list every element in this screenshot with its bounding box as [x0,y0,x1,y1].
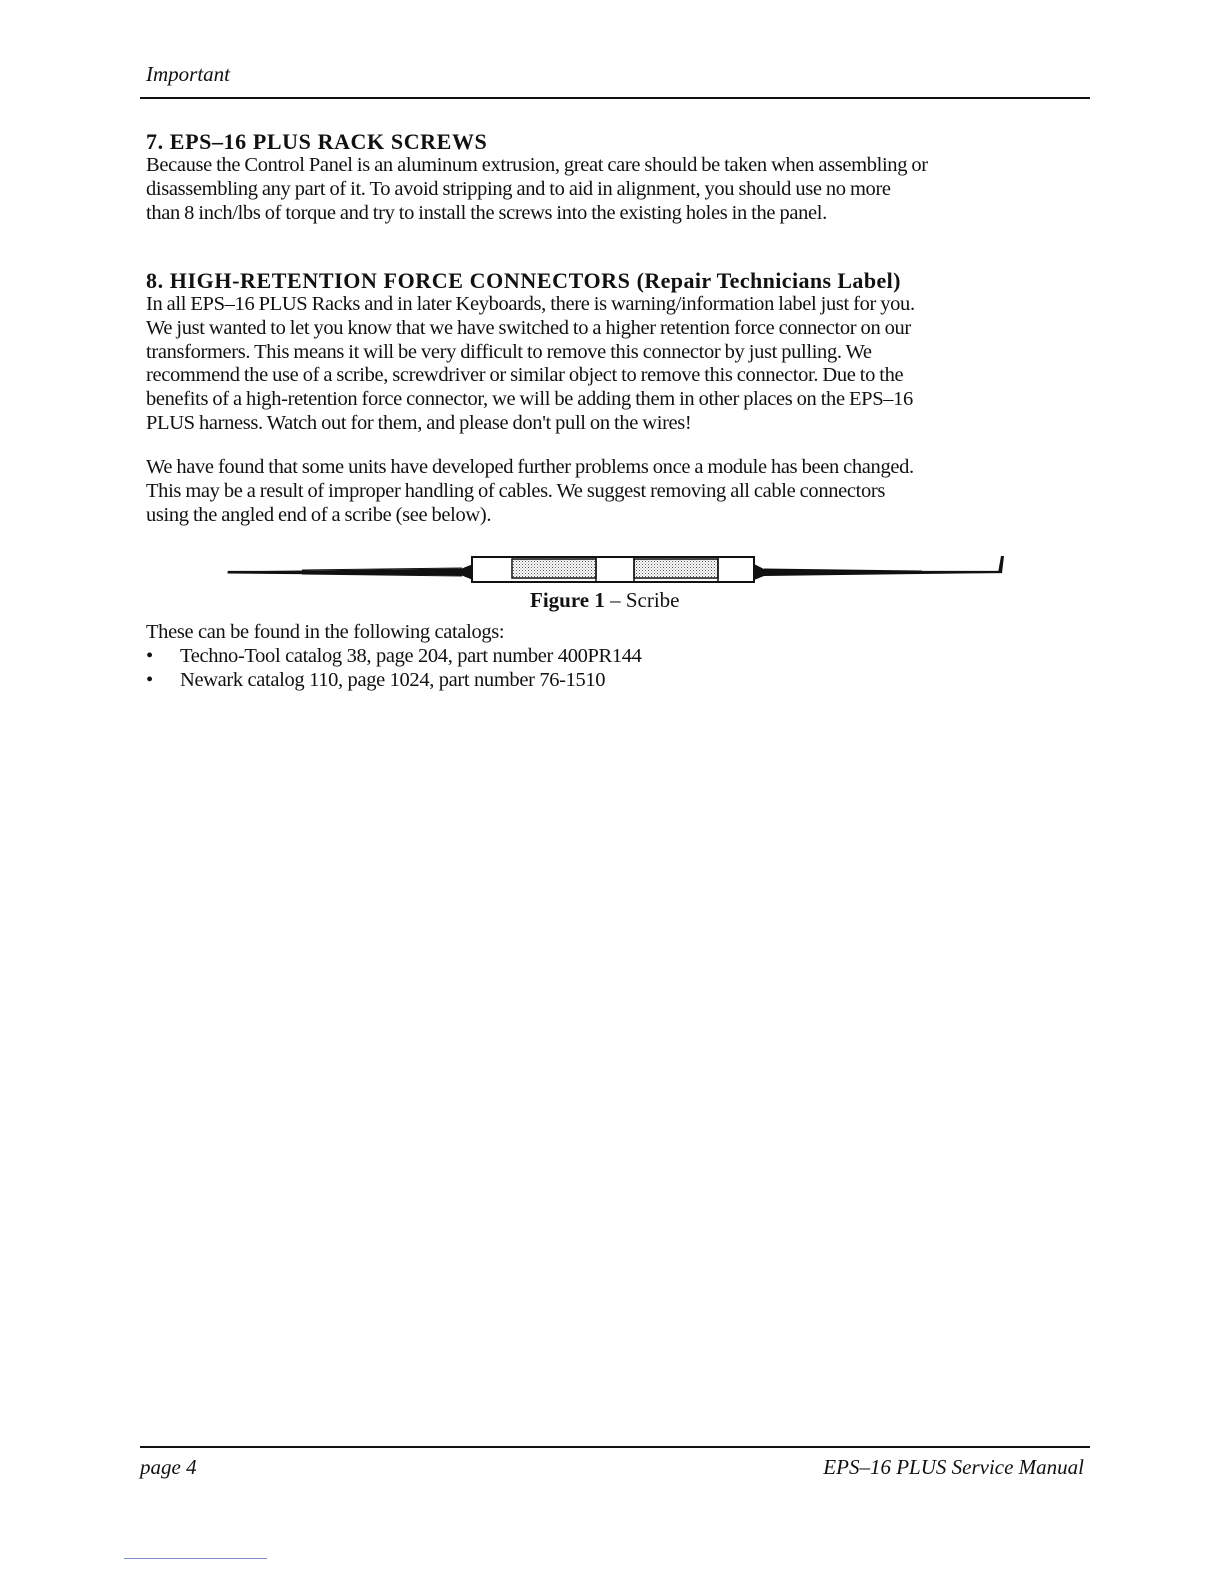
catalog-item-text: Techno-Tool catalog 38, page 204, part number 400PR144 [180,645,642,667]
figure-label: Figure 1 [530,588,605,612]
section-heading [146,269,1086,293]
list-item [146,644,1046,668]
bottom-edge-line [124,1558,267,1559]
bullet-icon: • [146,669,153,691]
footer-rule [140,1446,1090,1448]
body-line: transformers. This means it will be very difficult to remove this connector by just pulling. We [146,340,872,363]
heading-parenthetical: (Repair Technicians Label) [636,268,901,293]
section-body [146,293,1086,436]
body-line: We just wanted to let you know that we have switched to a higher retention force connector on our [146,316,911,339]
catalog-list-section [146,620,1046,692]
catalog-intro: These can be found in the following catalogs: [146,621,505,643]
body-line: using the angled end of a scribe (see below). [146,503,492,526]
section-connectors [146,269,1086,436]
list-item [146,668,1046,692]
body-line: PLUS harness. Watch out for them, and please don't pull on the wires! [146,411,692,434]
scribe-grip-1 [512,559,596,578]
paragraph-cable-handling [146,456,1086,527]
catalog-item-text: Newark catalog 110, page 1024, part number 76-1510 [180,669,606,691]
heading-main: 8. HIGH-RETENTION FORCE CONNECTORS [146,268,631,293]
section-heading: 7. EPS–16 PLUS RACK SCREWS [146,129,488,154]
figure-title: Scribe [625,588,680,612]
section-rack-screws [146,130,1086,225]
section-body [146,154,1086,225]
scribe-grip-2 [634,559,718,578]
catalog-list [146,644,1046,692]
body-line: We have found that some units have developed further problems once a module has been changed. [146,456,914,478]
scribe-illustration [222,552,1022,584]
bullet-icon: • [146,645,153,667]
header-rule [140,97,1090,99]
scribe-angled-tip [998,556,1004,573]
running-header: Important [146,62,230,86]
manual-title: EPS–16 PLUS Service Manual [823,1455,1084,1479]
body-line: than 8 inch/lbs of torque and try to install the screws into the existing holes in the panel. [146,201,827,224]
body-line: This may be a result of improper handling of cables. We suggest removing all cable connectors [146,479,885,502]
page-number: page 4 [140,1455,197,1479]
scribe-figure [222,552,1022,584]
body-line: In all EPS–16 PLUS Racks and in later Keyboards, there is warning/information label just for you. [146,293,915,315]
figure-caption [530,588,680,613]
body-line: recommend the use of a scribe, screwdriver or similar object to remove this connector. Due to the [146,364,904,387]
body-line: Because the Control Panel is an aluminum extrusion, great care should be taken when assembling or [146,154,928,176]
body-line: benefits of a high-retention force connector, we will be adding them in other places on the EPS–16 [146,388,913,411]
figure-separator: – [604,588,626,612]
paragraph-body [146,456,1086,527]
body-line: disassembling any part of it. To avoid stripping and to aid in alignment, you should use no more [146,177,891,200]
